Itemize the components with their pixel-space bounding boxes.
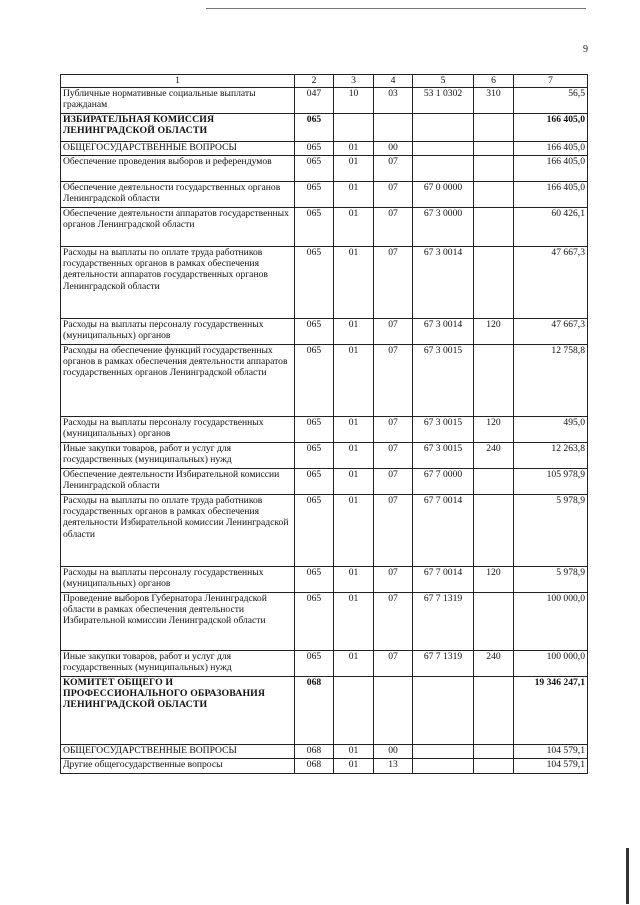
cell-vr [474,495,514,567]
cell-ved: 065 [295,567,334,593]
cell-vr [474,759,514,774]
table-row [61,319,588,345]
cell-csr: 53 1 0302 [413,88,474,114]
cell-name: Иные закупки товаров, работ и услуг для государственных (муниципальных) нужд [61,443,295,469]
table-row [61,469,588,495]
table-row [61,182,588,208]
cell-rz: 01 [334,208,374,247]
cell-csr [413,745,474,759]
table-row [61,142,588,156]
header-cell: 4 [374,75,413,88]
cell-csr: 67 7 0014 [413,495,474,567]
header-cell: 5 [413,75,474,88]
cell-csr: 67 3 0015 [413,443,474,469]
cell-ved: 065 [295,114,334,142]
table-row [61,156,588,182]
cell-sum: 60 426,1 [514,208,588,247]
cell-sum: 5 978,9 [514,567,588,593]
cell-ved: 068 [295,677,334,745]
cell-name: Обеспечение проведения выборов и референдумов [61,156,295,182]
cell-pr [374,677,413,745]
cell-pr: 07 [374,567,413,593]
cell-rz: 01 [334,247,374,319]
cell-vr: 310 [474,88,514,114]
cell-rz: 10 [334,88,374,114]
cell-pr: 03 [374,88,413,114]
cell-pr: 00 [374,745,413,759]
cell-sum: 12 758,8 [514,345,588,417]
cell-vr [474,208,514,247]
cell-vr [474,142,514,156]
cell-name: Расходы на выплаты по оплате труда работников государственных органов в рамках обеспечения деятельности Избирательной комиссии Ленинградской области [61,495,295,567]
header-cell: 6 [474,75,514,88]
cell-sum: 104 579,1 [514,745,588,759]
cell-vr [474,677,514,745]
cell-vr: 120 [474,417,514,443]
cell-ved: 065 [295,345,334,417]
cell-rz: 01 [334,142,374,156]
cell-sum: 47 667,3 [514,319,588,345]
cell-pr: 07 [374,319,413,345]
cell-csr: 67 7 1319 [413,593,474,651]
cell-rz: 01 [334,156,374,182]
cell-name: Расходы на выплаты персоналу государственных (муниципальных) органов [61,319,295,345]
cell-ved: 065 [295,593,334,651]
cell-csr: 67 7 0000 [413,469,474,495]
cell-sum: 104 579,1 [514,759,588,774]
table-body [61,75,588,774]
table-row [61,677,588,745]
cell-ved: 065 [295,417,334,443]
table-row [61,593,588,651]
cell-vr: 240 [474,443,514,469]
cell-rz: 01 [334,182,374,208]
cell-sum: 100 000,0 [514,593,588,651]
cell-csr: 67 0 0000 [413,182,474,208]
cell-ved: 065 [295,469,334,495]
cell-sum: 105 978,9 [514,469,588,495]
cell-name: Расходы на обеспечение функций государственных органов в рамках обеспечения деятельности аппаратов государственных органов Ленинградской области [61,345,295,417]
header-cell: 7 [514,75,588,88]
cell-csr [413,759,474,774]
cell-name: ИЗБИРАТЕЛЬНАЯ КОМИССИЯ ЛЕНИНГРАДСКОЙ ОБЛАСТИ [61,114,295,142]
cell-rz: 01 [334,651,374,677]
cell-csr: 67 3 0015 [413,345,474,417]
cell-sum: 166 405,0 [514,142,588,156]
cell-name: Расходы на выплаты персоналу государственных (муниципальных) органов [61,417,295,443]
cell-name: Публичные нормативные социальные выплаты гражданам [61,88,295,114]
cell-name: ОБЩЕГОСУДАРСТВЕННЫЕ ВОПРОСЫ [61,745,295,759]
cell-sum: 166 405,0 [514,114,588,142]
cell-csr: 67 7 0014 [413,567,474,593]
cell-name: Проведение выборов Губернатора Ленинградской области в рамках обеспечения деятельности Избирательной комиссии Ленинградской области [61,593,295,651]
table-row [61,759,588,774]
cell-pr [374,114,413,142]
page-number: 9 [583,44,588,55]
cell-ved: 065 [295,208,334,247]
cell-rz [334,677,374,745]
cell-sum: 495,0 [514,417,588,443]
cell-sum: 100 000,0 [514,651,588,677]
cell-vr [474,156,514,182]
cell-sum: 47 667,3 [514,247,588,319]
table-row [61,567,588,593]
cell-csr: 67 7 1319 [413,651,474,677]
cell-ved: 047 [295,88,334,114]
cell-ved: 065 [295,182,334,208]
cell-pr: 07 [374,593,413,651]
cell-vr: 240 [474,651,514,677]
cell-vr [474,247,514,319]
cell-pr: 13 [374,759,413,774]
cell-rz: 01 [334,417,374,443]
cell-rz: 01 [334,469,374,495]
cell-rz [334,114,374,142]
cell-name: Обеспечение деятельности Избирательной комиссии Ленинградской области [61,469,295,495]
cell-pr: 07 [374,495,413,567]
cell-rz: 01 [334,567,374,593]
cell-sum: 12 263,8 [514,443,588,469]
cell-pr: 07 [374,469,413,495]
table-row [61,247,588,319]
table-row [61,88,588,114]
header-row [61,75,588,88]
table-row [61,745,588,759]
cell-vr [474,593,514,651]
cell-name: ОБЩЕГОСУДАРСТВЕННЫЕ ВОПРОСЫ [61,142,295,156]
cell-ved: 065 [295,651,334,677]
cell-csr [413,677,474,745]
cell-name: Другие общегосударственные вопросы [61,759,295,774]
cell-vr [474,114,514,142]
cell-csr: 67 3 0014 [413,247,474,319]
header-cell: 3 [334,75,374,88]
cell-name: Расходы на выплаты по оплате труда работников государственных органов в рамках обеспечения деятельности аппаратов государственных органов Ленинградской области [61,247,295,319]
header-cell: 2 [295,75,334,88]
cell-rz: 01 [334,745,374,759]
cell-pr: 07 [374,156,413,182]
cell-ved: 065 [295,495,334,567]
cell-vr [474,745,514,759]
cell-csr: 67 3 0015 [413,417,474,443]
cell-ved: 068 [295,745,334,759]
cell-name: Иные закупки товаров, работ и услуг для государственных (муниципальных) нужд [61,651,295,677]
cell-rz: 01 [334,593,374,651]
cell-pr: 00 [374,142,413,156]
table-row [61,208,588,247]
table-row [61,495,588,567]
cell-name: КОМИТЕТ ОБЩЕГО И ПРОФЕССИОНАЛЬНОГО ОБРАЗОВАНИЯ ЛЕНИНГРАДСКОЙ ОБЛАСТИ [61,677,295,745]
cell-rz: 01 [334,345,374,417]
cell-pr: 07 [374,443,413,469]
cell-csr [413,156,474,182]
cell-pr: 07 [374,417,413,443]
header-cell: 1 [61,75,295,88]
cell-vr [474,469,514,495]
cell-ved: 065 [295,156,334,182]
table-row [61,345,588,417]
cell-name: Обеспечение деятельности аппаратов государственных органов Ленинградской области [61,208,295,247]
cell-sum: 166 405,0 [514,156,588,182]
cell-vr: 120 [474,567,514,593]
cell-sum: 5 978,9 [514,495,588,567]
table-row [61,443,588,469]
table-row [61,417,588,443]
top-rule [206,8,586,9]
cell-csr: 67 3 0000 [413,208,474,247]
margin-mark [626,848,629,904]
cell-sum: 56,5 [514,88,588,114]
cell-pr: 07 [374,345,413,417]
cell-csr [413,114,474,142]
table-row [61,114,588,142]
cell-rz: 01 [334,495,374,567]
cell-pr: 07 [374,651,413,677]
cell-name: Обеспечение деятельности государственных органов Ленинградской области [61,182,295,208]
cell-name: Расходы на выплаты персоналу государственных (муниципальных) органов [61,567,295,593]
cell-vr: 120 [474,319,514,345]
cell-pr: 07 [374,247,413,319]
cell-pr: 07 [374,208,413,247]
cell-sum: 166 405,0 [514,182,588,208]
budget-table [60,74,588,774]
cell-rz: 01 [334,443,374,469]
cell-pr: 07 [374,182,413,208]
cell-rz: 01 [334,759,374,774]
cell-ved: 065 [295,247,334,319]
cell-sum: 19 346 247,1 [514,677,588,745]
table-row [61,651,588,677]
cell-ved: 065 [295,443,334,469]
cell-vr [474,182,514,208]
cell-ved: 068 [295,759,334,774]
cell-vr [474,345,514,417]
cell-csr: 67 3 0014 [413,319,474,345]
cell-rz: 01 [334,319,374,345]
cell-csr [413,142,474,156]
cell-ved: 065 [295,319,334,345]
cell-ved: 065 [295,142,334,156]
